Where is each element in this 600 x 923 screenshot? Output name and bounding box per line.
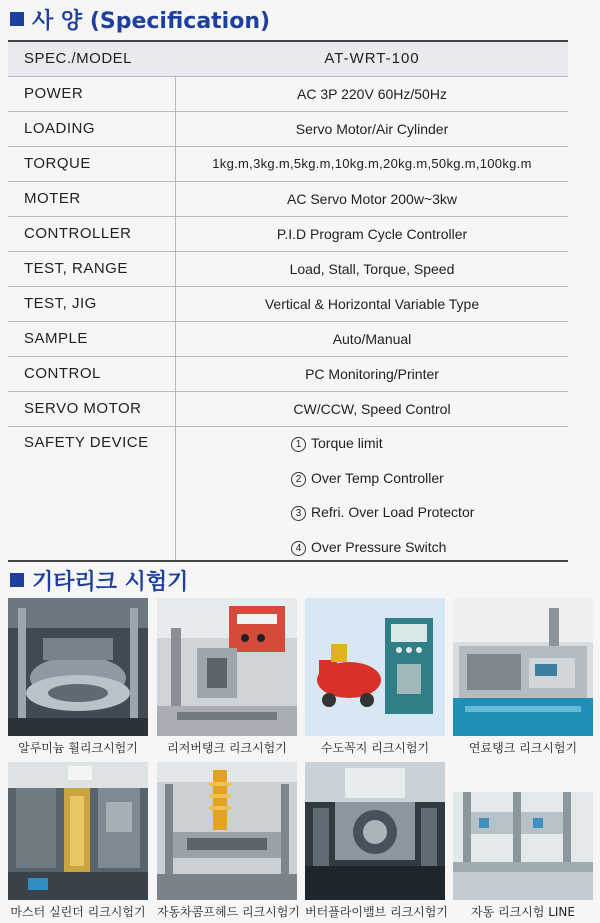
product-photo <box>453 598 593 736</box>
gallery-item <box>305 762 448 920</box>
spec-row-sample <box>8 322 568 357</box>
spec-value: Load, Stall, Torque, Speed <box>289 261 455 277</box>
spec-label: POWER <box>24 85 84 102</box>
gallery-item <box>305 598 445 756</box>
gallery-item <box>8 598 148 756</box>
spec-title-text: 사 양 (Specification) <box>32 8 271 34</box>
safety-item <box>291 431 383 455</box>
safety-item <box>291 500 474 524</box>
spec-label: TORQUE <box>24 155 91 172</box>
circled-number-icon: 2 <box>291 472 306 487</box>
spec-row-controller <box>8 217 568 252</box>
product-photo <box>8 598 148 736</box>
spec-label: SERVO MOTOR <box>24 400 142 417</box>
square-bullet-icon <box>10 573 24 587</box>
spec-value: AC 3P 220V 60Hz/50Hz <box>297 86 447 102</box>
spec-row-moter <box>8 182 568 217</box>
spec-value: Auto/Manual <box>332 331 412 347</box>
gallery-caption: 마스터 실린더 리크시험기 <box>10 905 146 919</box>
gallery-caption: 자동차콤프헤드 리크시험기 <box>157 905 300 919</box>
spec-table <box>8 40 568 562</box>
spec-label: CONTROL <box>24 365 101 382</box>
spec-row-servo-motor <box>8 392 568 427</box>
gallery-caption: 연료탱크 리크시험기 <box>468 741 578 755</box>
square-bullet-icon <box>10 12 24 26</box>
spec-label: TEST, JIG <box>24 295 97 312</box>
product-photo <box>157 598 297 736</box>
spec-header-label: SPEC./MODEL <box>24 50 133 67</box>
safety-item-text: Refri. Over Load Protector <box>311 504 475 520</box>
spec-label: TEST, RANGE <box>24 260 128 277</box>
spec-value: PC Monitoring/Printer <box>305 366 439 382</box>
safety-item-text: Over Temp Controller <box>311 470 444 486</box>
spec-label: MOTER <box>24 190 81 207</box>
gallery-item <box>157 598 297 756</box>
gallery-caption: 자동 리크시험 LINE <box>471 905 575 919</box>
circled-number-icon: 4 <box>291 541 306 556</box>
spec-value: AC Servo Motor 200w~3kw <box>286 191 458 207</box>
gallery-item <box>157 762 300 920</box>
spec-row-test-range <box>8 252 568 287</box>
spec-row-loading <box>8 112 568 147</box>
gallery-caption: 리저버탱크 리크시험기 <box>167 741 287 755</box>
gallery-caption: 버터플라이밸브 리크시험기 <box>305 905 448 919</box>
spec-label: SAMPLE <box>24 330 88 347</box>
spec-row-control <box>8 357 568 392</box>
gallery-item <box>453 762 593 920</box>
safety-item <box>291 466 444 490</box>
safety-device-block <box>8 426 568 560</box>
spec-label: CONTROLLER <box>24 225 132 242</box>
safety-item-text: Over Pressure Switch <box>311 539 447 555</box>
spec-value: Vertical & Horizontal Variable Type <box>264 296 480 312</box>
spec-header-row <box>8 42 568 77</box>
spec-row-torque <box>8 147 568 182</box>
product-photo <box>8 762 148 900</box>
gallery-caption: 수도꼭지 리크시험기 <box>320 741 430 755</box>
product-photo <box>305 762 445 900</box>
spec-label: LOADING <box>24 120 96 137</box>
spec-value: CW/CCW, Speed Control <box>293 401 451 417</box>
safety-item-text: Torque limit <box>311 435 383 451</box>
spec-section-title <box>10 5 270 33</box>
spec-value: 1kg.m,3kg.m,5kg.m,10kg.m,20kg.m,50kg.m,100kg.m <box>212 156 532 171</box>
other-title-text: 기타리크 시험기 <box>32 569 189 595</box>
gallery-item <box>453 598 593 756</box>
product-photo <box>453 762 593 900</box>
product-photo <box>305 598 445 736</box>
spec-row-power <box>8 77 568 112</box>
circled-number-icon: 3 <box>291 506 306 521</box>
circled-number-icon: 1 <box>291 437 306 452</box>
spec-header-value: AT-WRT-100 <box>324 50 420 67</box>
other-section-title <box>10 566 188 594</box>
product-photo <box>157 762 297 900</box>
spec-row-test-jig <box>8 287 568 322</box>
spec-value: P.I.D Program Cycle Controller <box>276 226 468 242</box>
gallery-caption: 알루미늄 휠리크시험기 <box>18 741 138 755</box>
spec-value: Servo Motor/Air Cylinder <box>295 121 449 137</box>
safety-label: SAFETY DEVICE <box>24 434 149 451</box>
safety-item <box>291 535 446 559</box>
gallery-item <box>8 762 148 920</box>
